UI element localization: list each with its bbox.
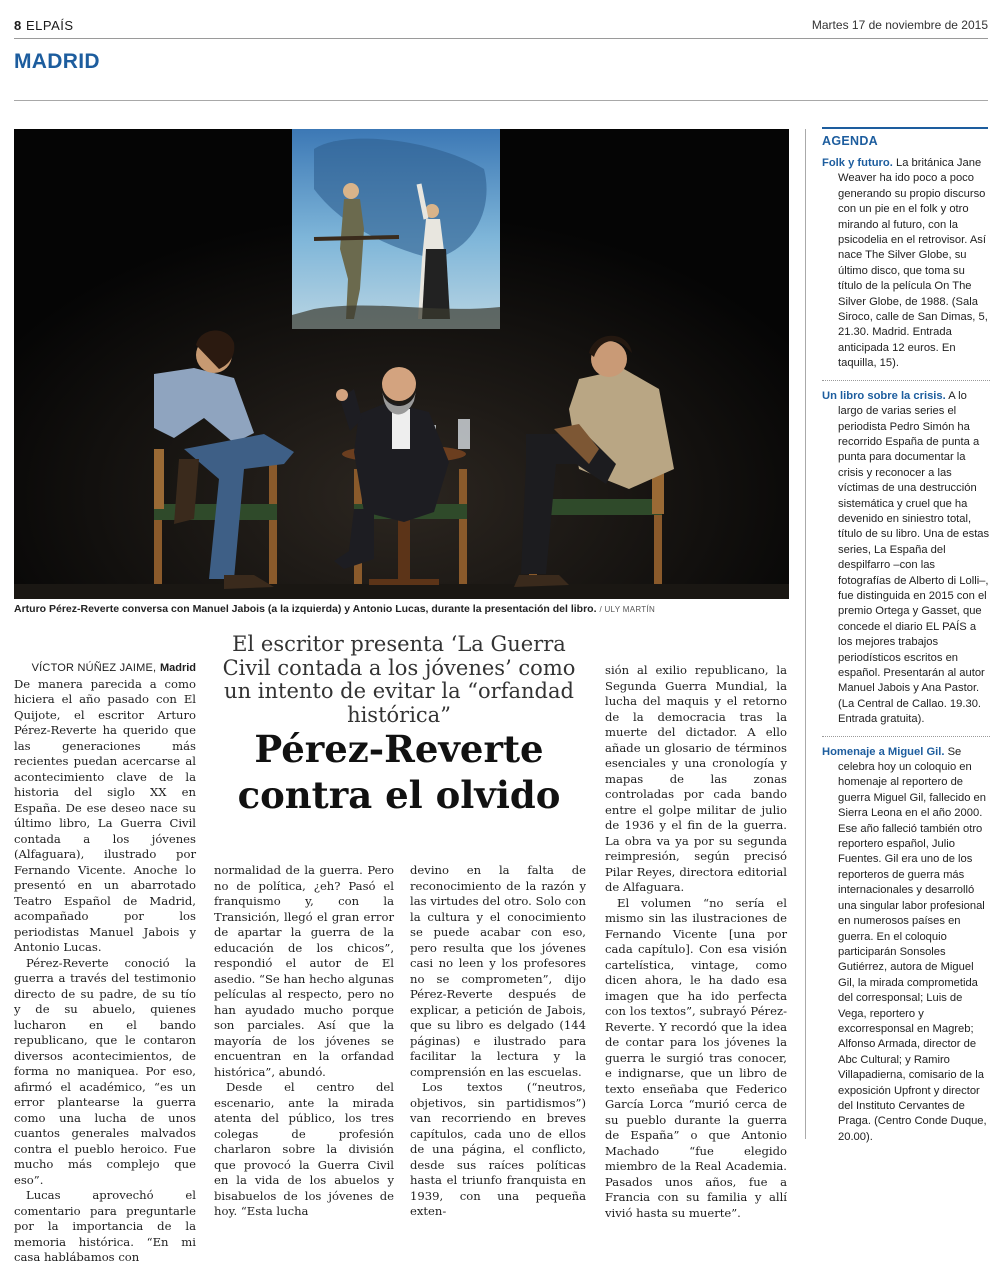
agenda-item xyxy=(822,156,990,372)
photo-credit: / ULY MARTÍN xyxy=(599,605,656,614)
article-subtitle: El escritor presenta ‘La Guerra Civil contada a los jóvenes’ como un intento de evitar la “orfandad histórica” xyxy=(222,632,576,727)
agenda-sidebar xyxy=(822,127,990,1153)
byline xyxy=(14,660,196,677)
byline-author: VÍCTOR NÚÑEZ JAIME, xyxy=(31,662,157,674)
article-column-3 xyxy=(410,863,586,1220)
article-paragraph: El volumen “no sería el mismo sin las ilustraciones de Fernando Vicente [una por cada capítulo]. Con esa visión cartelística, vintage, como dicen ahora, le ha dado esa imagen que ha ido perfecta con los textos”, subrayó Pérez-Reverte. Y recordó que la idea de contar para los jóvenes la guerra le surgió tras conocer, e indignarse, que un libro de texto enseñaba que Federico García Lorca “murió cerca de su pueblo durante la guerra de España” o que Antonio Machado “fue elegido miembro de la Real Academia. Pasados unos años, fue a Francia con su familia y allí vivió hasta su muerte”. xyxy=(605,895,787,1220)
article-column-4 xyxy=(605,663,787,1221)
article-paragraph: Los textos (“neutros, objetivos, sin partidismos”) van recorriendo en breves capítulos, cada uno de ellos de una página, el conflicto, desde sus raíces políticas hasta el triunfo franquista en 1939, con una pequeña exten- xyxy=(410,1080,586,1218)
agenda-item-title: Homenaje a Miguel Gil. xyxy=(822,745,945,758)
agenda-heading: AGENDA xyxy=(822,134,878,148)
agenda-item xyxy=(822,389,990,728)
column-divider xyxy=(805,129,806,1139)
article-paragraph: Pérez-Reverte conoció la guerra a través del testimonio directo de su padre, de su tío y de su abuelo, quienes lucharon en el bando republicano, que le contaron diversos acontecimientos, de forma no maniquea. Por eso, afirmó el académico, “es un error plantearse la guerra como una lucha de unos cuantos generales malvados contra el pueblo heroico. Fue mucho más complejo que eso”. xyxy=(14,955,196,1187)
byline-place: Madrid xyxy=(159,662,196,674)
article-paragraph: De manera parecida a como hiciera el año pasado con El Quijote, el escritor Arturo Pérez-Reverte ha querido que las generaciones más recientes puedan acercarse al acontecimiento clave de la historia del siglo XX en España. De ese deseo nace su último libro, La Guerra Civil contada a los jóvenes (Alfaguara), ilustrado por Fernando Vicente. Anoche lo presentó en un abarrotado Teatro Español de Madrid, acompañado por los periodistas Manuel Jabois y Antonio Lucas. xyxy=(14,676,196,954)
agenda-item-text: Se celebra hoy un coloquio en homenaje al reportero de guerra Miguel Gil, fallecido en Sierra Leona en el año 2000. Ese año falleció también otro reportero español, Julio Fuentes. Gil era uno de los reporteros de guerra más internacionales y desarrolló una singular labor profesional en numerosos países en guerra. En el coloquio participarán Sonsoles Gutiérrez, autora de Miguel Gil, la mirada comprometida del corresponsal; Luis de Vega, reportero y excorresponsal en Magreb; Alfonso Armada, director de Abc Cultural; y Ramiro Villapadierna, comisario de la exposición Upfront y director del Instituto Cervantes de Praga. (Centro Conde Duque, 20.00). xyxy=(838,745,987,1143)
agenda-item-title: Folk y futuro. xyxy=(822,157,893,169)
article-paragraph: sión al exilio republicano, la Segunda Guerra Mundial, la lucha del maquis y el retorno de la democracia tras la muerte del dictador. A ello añade un glosario de términos esenciales y una cronología y mapas de las zonas controladas por cada bando entre el golpe militar de julio de 1936 y el fin de la guerra. La obra va ya por su segunda reimpresión, según precisó Pilar Reyes, directora editorial de Alfaguara. xyxy=(605,663,787,894)
photo-caption xyxy=(14,603,789,615)
section-title: MADRID xyxy=(14,50,100,73)
agenda-separator xyxy=(822,380,990,381)
article-column-1 xyxy=(14,660,196,1266)
article-paragraph: normalidad de la guerra. Pero no de política, ¿eh? Pasó el franquismo y, con la Transición, llegó el gran error de apartar la guerra de la educación de los chicos”, respondió el autor de El asedio. “Se han hecho algunas películas al respecto, pero no han ayudado mucho porque son parciales. Así que la mayoría de los jóvenes se encuentran en la orfandad histórica”, abundó. xyxy=(214,863,394,1079)
agenda-item-text: La británica Jane Weaver ha ido poco a poco generando su propio discurso con un pie en el folk y otro mirando al futuro, con la psicodelia en el retrovisor. Así nace The Silver Globe, su último disco, que toma su título de la película On The Silver Globe, de 1988. (Sala Siroco, calle de San Dimas, 5, 21.30. Madrid. Entrada anticipada 12 euros. En taquilla, 15). xyxy=(838,157,988,370)
article-paragraph: devino en la falta de reconocimiento de la razón y las virtudes del otro. Solo con la cultura y el conocimiento se puede acabar con eso, pero resulta que los jóvenes casi no leen y los profesores no se comprometen”, dijo Pérez-Reverte después de explicar, a petición de Jabois, que su libro es delgado (144 páginas) e ilustrado para facilitar la lectura y la comprensión en las escuelas. xyxy=(410,863,586,1079)
agenda-separator xyxy=(822,736,990,737)
article-column-2 xyxy=(214,863,394,1220)
agenda-item-title: Un libro sobre la crisis. xyxy=(822,389,946,402)
agenda-top-rule xyxy=(822,127,988,129)
edition-date: Martes 17 de noviembre de 2015 xyxy=(811,18,988,32)
stage-illustration xyxy=(14,129,789,599)
section-divider xyxy=(14,100,988,101)
page-header xyxy=(14,16,988,39)
article-paragraph: Desde el centro del escenario, ante la mirada atenta del público, los tres colegas de profesión charlaron sobre la división que provocó la Guerra Civil en la vida de los abuelos y bisabuelos de los jóvenes de hoy. “Esta lucha xyxy=(214,1080,394,1218)
article-photo xyxy=(14,129,789,599)
page-number: 8 xyxy=(14,18,22,33)
agenda-item-text: A lo largo de varias series el periodista Pedro Simón ha recorrido España de punta a punta para documentar la crisis y reconocer a las víctimas de una destrucción sistemática y cruel que ha devenido en siniestro total, título de su libro. Una de estas series, La España del despilfarro –con las fotografías de Alberto di Lolli–, fue distinguida en 2015 con el premio Ortega y Gasset, que concede el diario EL PAÍS a los mejores trabajos periodísticos escritos en español. Presentarán al autor Manuel Jabois y Ana Pastor. (La Central de Callao. 19.30. Entrada gratuita). xyxy=(838,389,990,726)
article-headline: Pérez-Reverte contra el olvido xyxy=(237,727,561,817)
photo-caption-text: Arturo Pérez-Reverte conversa con Manuel Jabois (a la izquierda) y Antonio Lucas, durante la presentación del libro. xyxy=(14,603,597,615)
newspaper-name: ELPAÍS xyxy=(26,18,74,33)
article-paragraph: Lucas aprovechó el comentario para preguntarle por la importancia de la memoria histórica. “En mi casa hablábamos con xyxy=(14,1188,196,1264)
agenda-item xyxy=(822,745,990,1146)
